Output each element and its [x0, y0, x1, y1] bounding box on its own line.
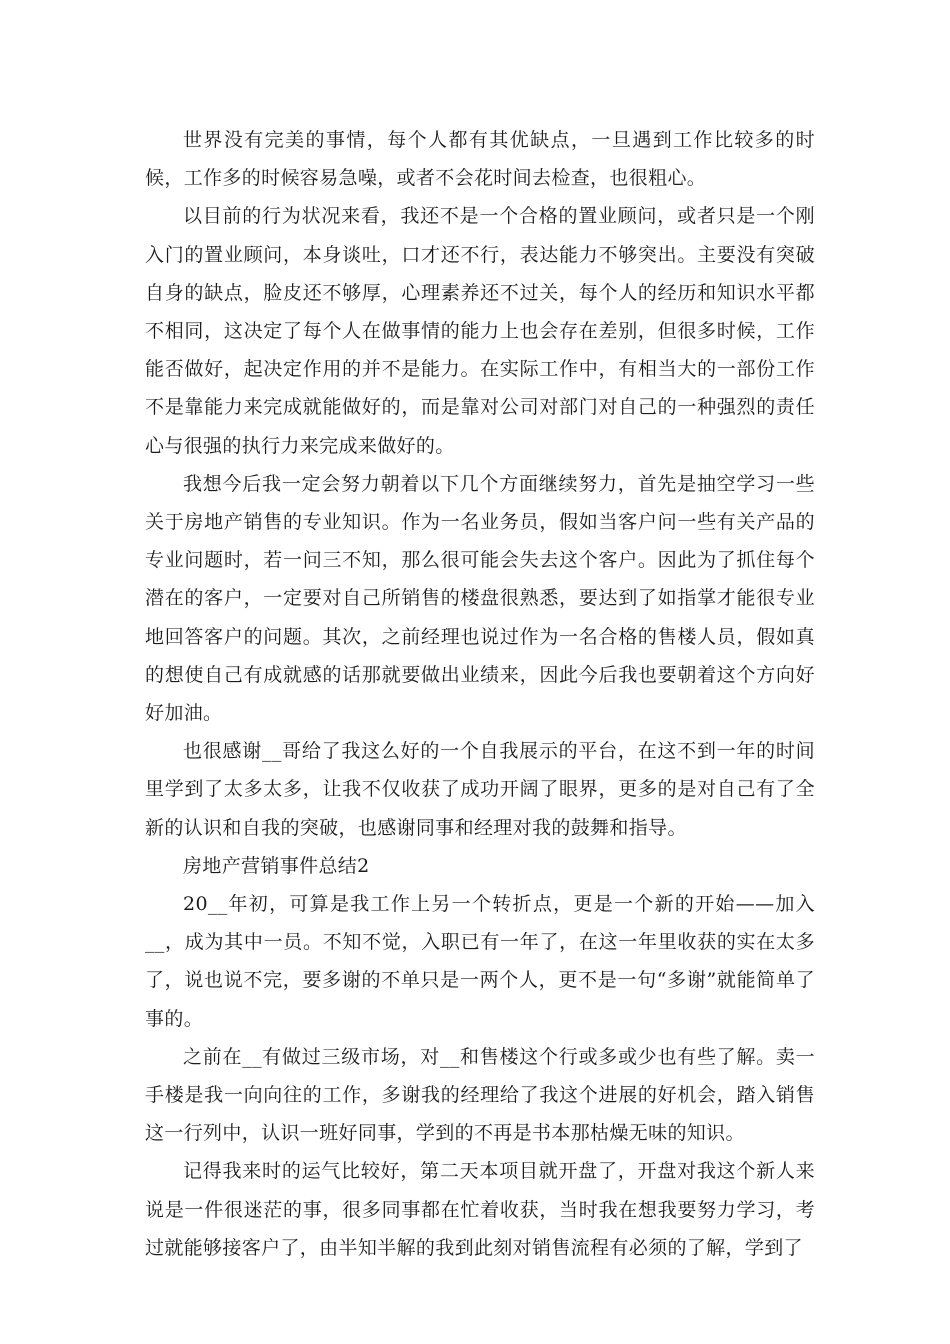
paragraph-2: 以目前的行为状况来看，我还不是一个合格的置业顾问，或者只是一个刚入门的置业顾问，本身谈吐，口才还不行，表达能力不够突出。主要没有突破自身的缺点，脸皮还不够厚，心理素养还不过关，每个人的经历和知识水平都不相同，这决定了每个人在做事情的能力上也会存在差别，但很多时候，工作能否做好，起决定作用的并不是能力。在实际工作中，有相当大的一部份工作不是靠能力来完成就能做好的，而是靠对公司对部门对自己的一种强烈的责任心与很强的执行力来完成来做好的。 [145, 205, 815, 457]
paragraph-6: 之前在__有做过三级市场，对__和售楼这个行或多或少也有些了解。卖一手楼是我一向向往的工作，多谢我的经理给了我这个进展的好机会，踏入销售这一行列中，认识一班好同事，学到的不再是书本那枯燥无味的知识。 [145, 1045, 815, 1145]
document-body [145, 121, 815, 1267]
paragraph-3: 我想今后我一定会努力朝着以下几个方面继续努力，首先是抽空学习一些关于房地产销售的专业知识。作为一名业务员，假如当客户问一些有关产品的专业问题时，若一问三不知，那么很可能会失去这个客户。因此为了抓住每个潜在的客户，一定要对自己所销售的楼盘很熟悉，要达到了如指掌才能很专业地回答客户的问题。其次，之前经理也说过作为一名合格的售楼人员，假如真的想使自己有成就感的话那就要做出业绩来，因此今后我也要朝着这个方向好好加油。 [145, 472, 815, 725]
paragraph-4: 也很感谢__哥给了我这么好的一个自我展示的平台，在这不到一年的时间里学到了太多太多，让我不仅收获了成功开阔了眼界，更多的是对自己有了全新的认识和自我的突破，也感谢同事和经理对我的鼓舞和指导。 [145, 740, 815, 839]
paragraph-5: 20__年初，可算是我工作上另一个转折点，更是一个新的开始——加入__，成为其中一员。不知不觉，入职已有一年了，在这一年里收获的实在太多了，说也说不完，要多谢的不单只是一两个人，更不是一句“多谢”就能简单了事的。 [145, 893, 815, 1030]
paragraph-1: 世界没有完美的事情，每个人都有其优缺点，一旦遇到工作比较多的时候，工作多的时候容易急噪，或者不会花时间去检查，也很粗心。 [145, 129, 815, 190]
section-heading: 房地产营销事件总结2 [183, 854, 370, 877]
paragraph-7: 记得我来时的运气比较好，第二天本项目就开盘了，开盘对我这个新人来说是一件很迷茫的事，很多同事都在忙着收获，当时我在想我要努力学习，考过就能够接客户了，由半知半解的我到此刻对销售流程有必须的了解，学到了 [145, 1160, 815, 1259]
